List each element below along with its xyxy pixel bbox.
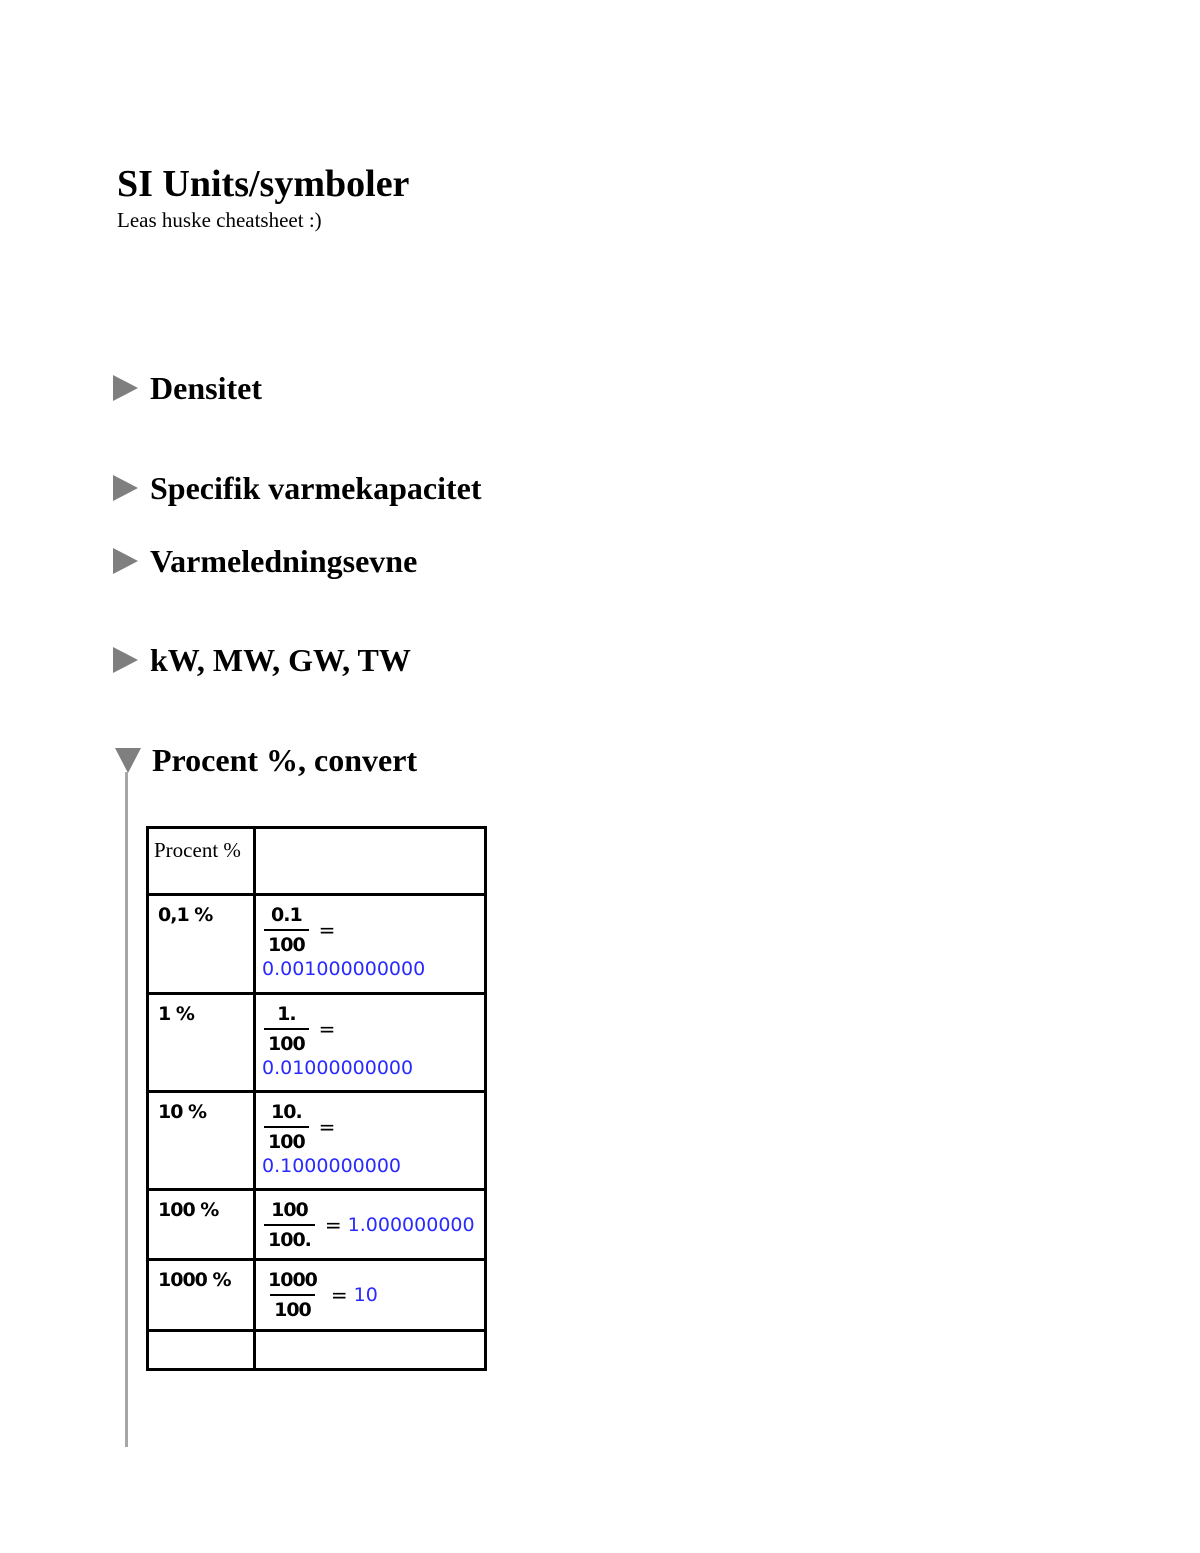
equals-sign: = bbox=[324, 1213, 342, 1237]
triangle-right-icon[interactable] bbox=[113, 548, 138, 574]
section-label: Procent %, convert bbox=[152, 741, 418, 778]
percent-conversion-table bbox=[146, 826, 487, 1371]
table-row bbox=[148, 1092, 486, 1190]
section-label: kW, MW, GW, TW bbox=[150, 641, 411, 678]
page-subtitle: Leas huske cheatsheet :) bbox=[117, 208, 322, 232]
numerator: 10. bbox=[271, 1101, 302, 1123]
table-row bbox=[148, 895, 486, 994]
result-value: 10 bbox=[353, 1284, 378, 1306]
math-cell[interactable] bbox=[255, 1190, 486, 1260]
equals-sign: = bbox=[330, 1283, 348, 1307]
result-value: 0.01000000000 bbox=[262, 1057, 414, 1079]
numerator: 1000 bbox=[268, 1269, 317, 1291]
percent-cell bbox=[148, 895, 255, 994]
denominator: 100 bbox=[264, 1028, 309, 1056]
table-row bbox=[148, 1190, 486, 1260]
section-label: Densitet bbox=[150, 369, 262, 406]
fraction bbox=[264, 1198, 315, 1252]
percent-value: 0,1 % bbox=[158, 904, 213, 926]
math-cell[interactable] bbox=[255, 994, 486, 1092]
percent-cell bbox=[148, 1260, 255, 1331]
percent-cell bbox=[148, 1092, 255, 1190]
result-value: 1.000000000 bbox=[347, 1214, 475, 1236]
section-guide-line bbox=[125, 772, 128, 1447]
triangle-right-icon[interactable] bbox=[113, 375, 138, 401]
denominator: 100 bbox=[264, 929, 309, 957]
section-densitet[interactable] bbox=[113, 368, 262, 408]
section-label: Varmeledningsevne bbox=[150, 542, 418, 579]
math-cell[interactable] bbox=[255, 895, 486, 994]
fraction bbox=[264, 1100, 309, 1154]
percent-cell bbox=[148, 994, 255, 1092]
table-row-empty bbox=[148, 1331, 486, 1370]
percent-value: 1 % bbox=[158, 1003, 194, 1025]
triangle-right-icon[interactable] bbox=[113, 647, 138, 673]
section-procent-convert[interactable] bbox=[113, 740, 417, 780]
math-cell[interactable] bbox=[255, 1092, 486, 1190]
fraction bbox=[264, 903, 309, 957]
equals-sign: = bbox=[318, 918, 336, 942]
math-cell[interactable] bbox=[255, 1260, 486, 1331]
table-row bbox=[148, 994, 486, 1092]
equals-sign: = bbox=[318, 1017, 336, 1041]
numerator: 100 bbox=[271, 1199, 308, 1221]
denominator: 100 bbox=[270, 1294, 315, 1322]
fraction bbox=[264, 1002, 309, 1056]
percent-value: 1000 % bbox=[158, 1269, 231, 1291]
percent-cell bbox=[148, 1190, 255, 1260]
denominator: 100 bbox=[264, 1126, 309, 1154]
section-power-units[interactable] bbox=[113, 640, 411, 680]
empty-cell[interactable] bbox=[148, 1331, 255, 1370]
equals-sign: = bbox=[318, 1115, 336, 1139]
percent-value: 10 % bbox=[158, 1101, 207, 1123]
denominator: 100. bbox=[264, 1224, 315, 1252]
section-specifik-varmekapacitet[interactable] bbox=[113, 468, 482, 508]
numerator: 0.1 bbox=[271, 904, 302, 926]
result-value: 0.1000000000 bbox=[262, 1155, 402, 1177]
fraction bbox=[264, 1268, 321, 1322]
section-label: Specifik varmekapacitet bbox=[150, 469, 482, 506]
percent-value: 100 % bbox=[158, 1199, 219, 1221]
table-row bbox=[148, 1260, 486, 1331]
table-header-row bbox=[148, 828, 486, 895]
triangle-down-icon[interactable] bbox=[115, 748, 141, 773]
result-value: 0.001000000000 bbox=[262, 958, 426, 980]
empty-cell[interactable] bbox=[255, 1331, 486, 1370]
header-procent: Procent % bbox=[154, 838, 241, 862]
table-header-cell bbox=[255, 828, 486, 895]
triangle-right-icon[interactable] bbox=[113, 475, 138, 501]
section-varmeledningsevne[interactable] bbox=[113, 541, 417, 581]
table-header-cell bbox=[148, 828, 255, 895]
page-title: SI Units/symboler bbox=[117, 163, 410, 205]
numerator: 1. bbox=[277, 1003, 296, 1025]
